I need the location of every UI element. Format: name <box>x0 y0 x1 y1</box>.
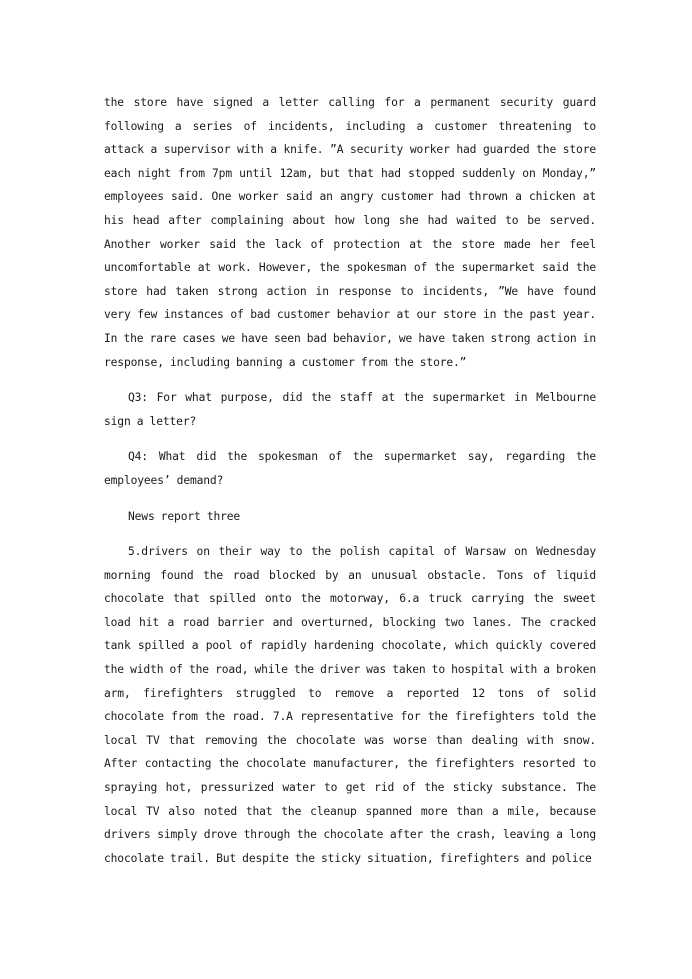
section-heading: News report three <box>128 509 241 523</box>
news-report-three-paragraph: 5.drivers on their way to the polish capital of Warsaw on Wednesday morning found the road blocked by an unusual obstacle. Tons of liquid chocolate that spilled onto the motorway, 6.a truck carrying the sweet load hit a road barrier and overturned, blocking two lanes. The cracked tank spilled a pool of rapidly hardening chocolate, which quickly covered the width of the road, while the driver was taken to hospital with a broken arm, firefighters struggled to remove a reported 12 tons of solid chocolate from the road. 7.A representative for the firefighters told the local TV that removing the chocolate was worse than dealing with snow. After contacting the chocolate manufacturer, the firefighters resorted to spraying hot, pressurized water to get rid of the sticky substance. The local TV also noted that the cleanup spanned more than a mile, because drivers simply drove through the chocolate after the crash, leaving a long chocolate trail. But despite the sticky situation, firefighters and police <box>104 545 596 865</box>
paragraph-gap <box>104 493 596 505</box>
paragraph-gap <box>104 528 596 540</box>
question-3: Q3: For what purpose, did the staff at the supermarket in Melbourne sign a letter? <box>104 391 596 428</box>
question-4: Q4: What did the spokesman of the supermarket say, regarding the employees’ demand? <box>104 450 596 487</box>
paragraph-gap <box>104 374 596 386</box>
document-body <box>104 91 596 870</box>
paragraph-continuation: the store have signed a letter calling for a permanent security guard following a series of incidents, including a customer threatening to attack a supervisor with a knife. ”A security worker had guarded the store each night from 7pm until 12am, but that had stopped suddenly on Monday,” employees said. One worker said an angry customer had thrown a chicken at his head after complaining about how long she had waited to be served. Another worker said the lack of protection at the store made her feel uncomfortable at work. However, the spokesman of the supermarket said the store had taken strong action in response to incidents, ”We have found very few instances of bad customer behavior at our store in the past year. In the rare cases we have seen bad behavior, we have taken strong action in response, including banning a customer from the store.” <box>104 96 596 369</box>
paragraph-gap <box>104 433 596 445</box>
